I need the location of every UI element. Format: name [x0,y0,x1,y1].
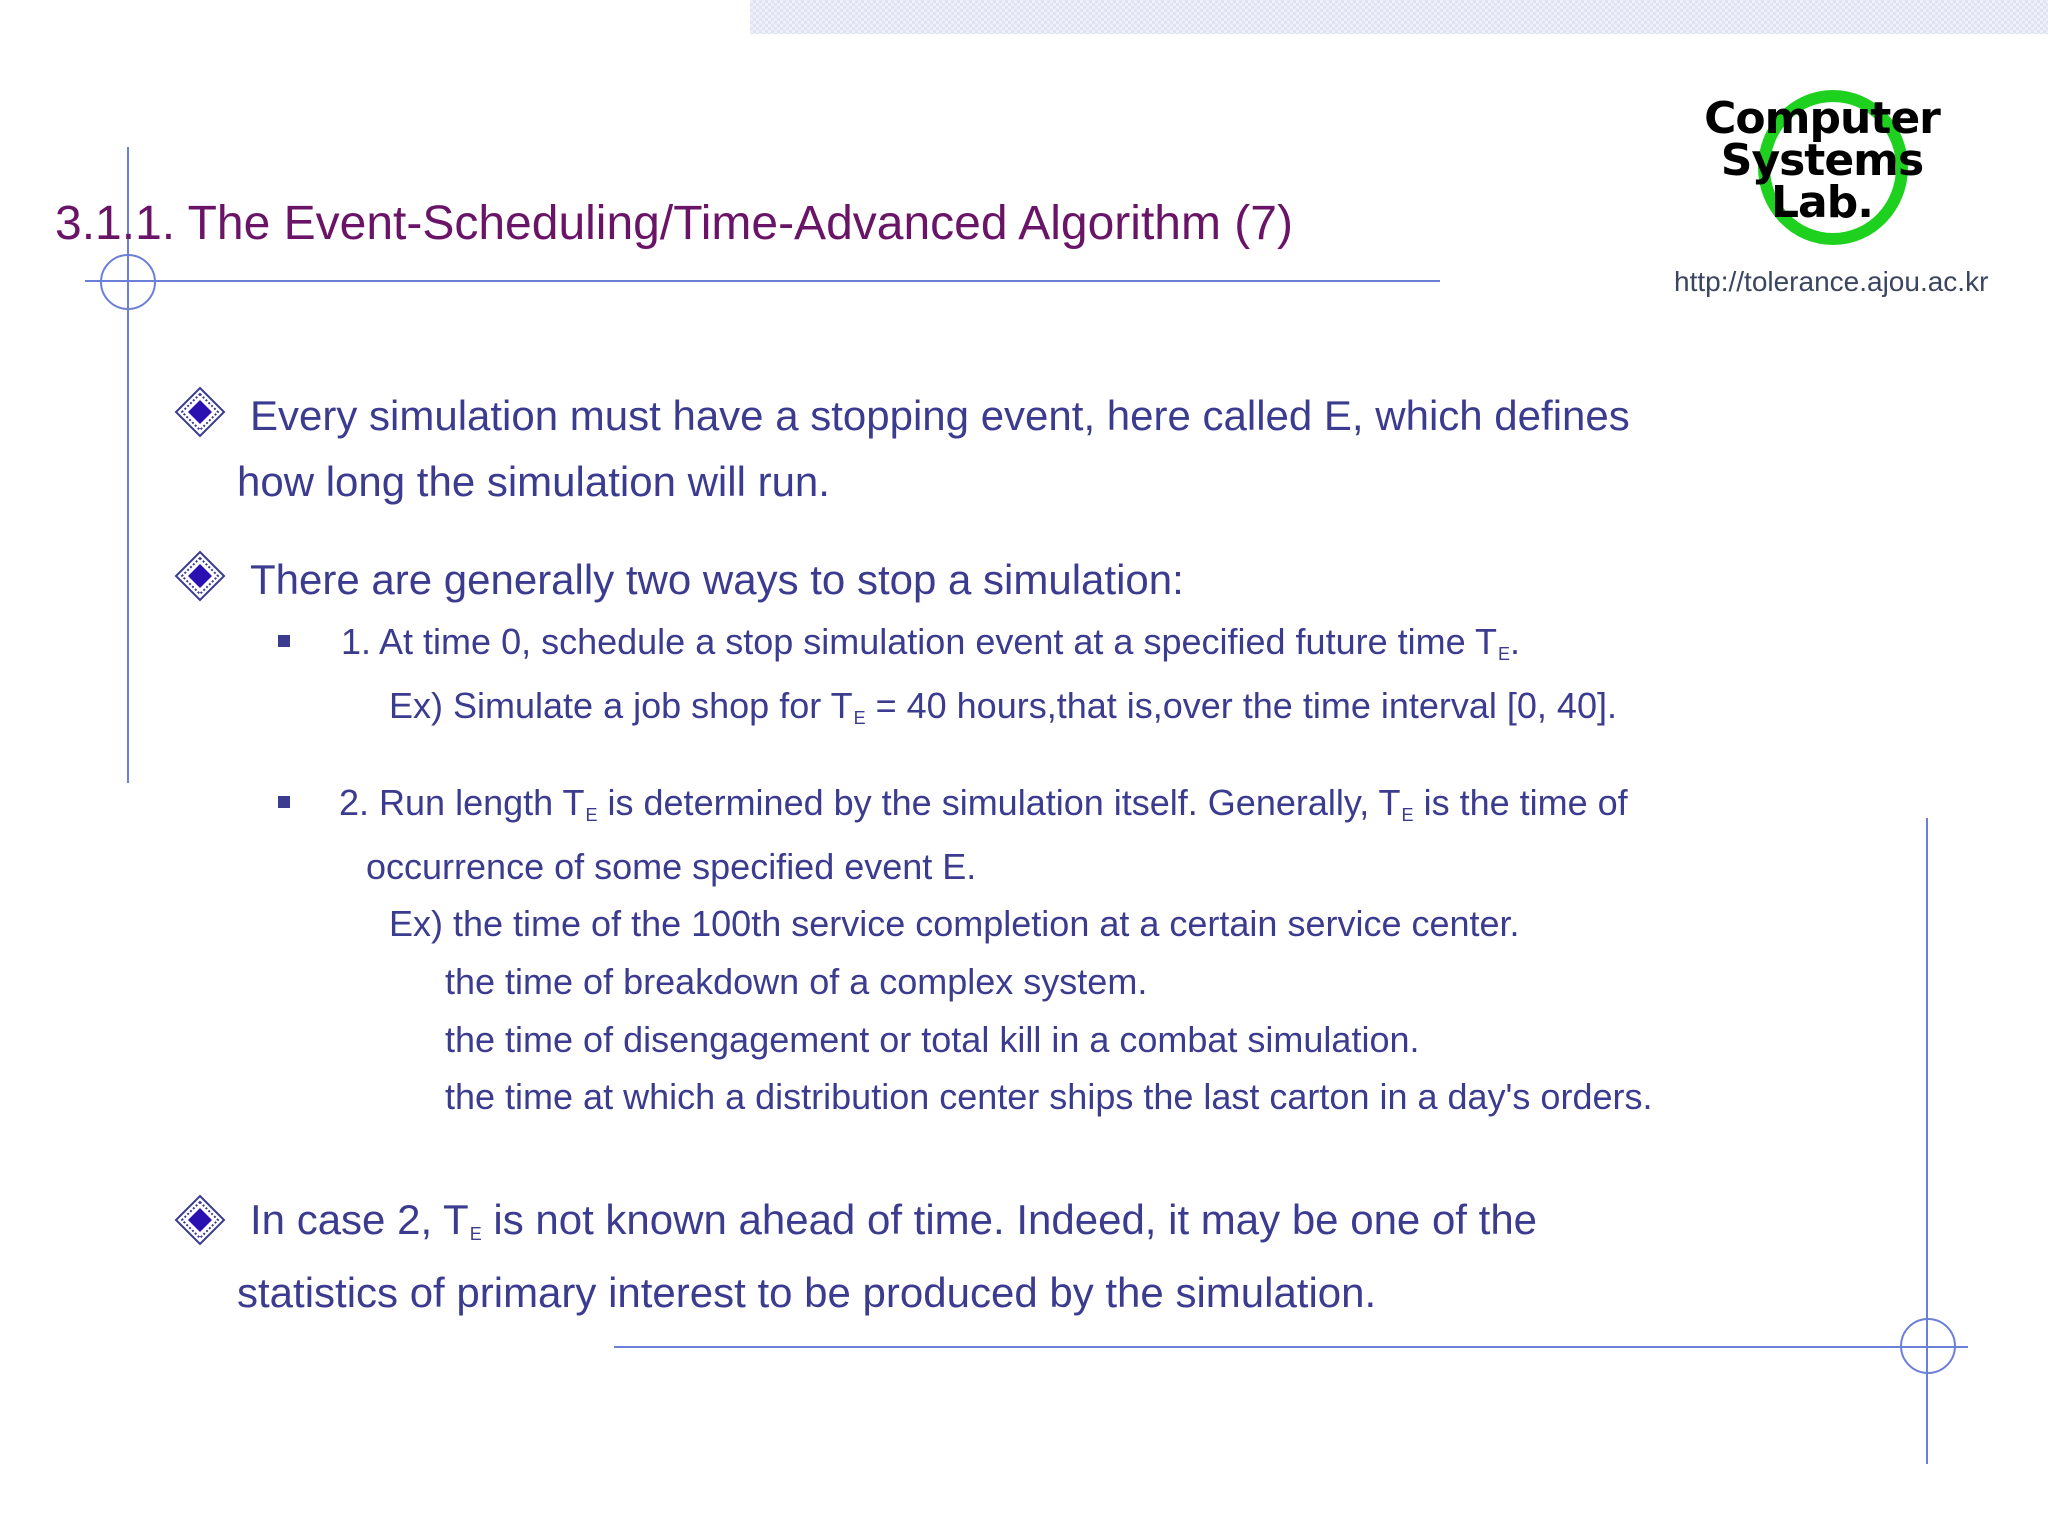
subscript-e: E [853,708,866,728]
diamond-bullet-icon [174,386,226,438]
sub-item-2-example-2: the time of breakdown of a complex system. [445,961,1148,1002]
diamond-bullet-icon [174,550,226,602]
sub-item-1-end: . [1509,621,1520,662]
logo-text [1698,93,1946,228]
sub-item-2-b: is determined by the simulation itself. Generally, T [597,782,1401,823]
top-pattern-band [750,0,2048,34]
subscript-e: E [1401,805,1414,825]
square-bullet-icon [278,796,290,808]
sub-item-1 [341,613,1520,683]
bullet-3-line-1-a: In case 2, T [250,1196,469,1243]
sub-item-2 [339,774,1628,844]
sub-item-2-a: 2. Run length T [339,782,585,823]
sub-item-1-example-a: Ex) Simulate a job shop for T [389,685,853,726]
slide-title: 3.1.1. The Event-Scheduling/Time-Advanced Algorithm (7) [55,197,1293,250]
bullet-3-line-2: statistics of primary interest to be produced by the simulation. [237,1269,1377,1316]
sub-item-2-c: is the time of [1413,782,1628,823]
bullet-1-line-1: Every simulation must have a stopping event, here called E, which defines [250,392,1630,439]
bullet-3-line-1 [250,1187,1537,1267]
sub-item-2-example-3: the time of disengagement or total kill in a combat simulation. [445,1019,1420,1060]
sub-item-1-text: 1. At time 0, schedule a stop simulation event at a specified future time T [341,621,1497,662]
subscript-e: E [585,805,598,825]
sub-item-2-example-4: the time at which a distribution center ships the last carton in a day's orders. [445,1076,1653,1117]
square-bullet-icon [278,635,290,647]
crosshair-circle-top-left [100,254,156,310]
bullet-2-line-1: There are generally two ways to stop a simulation: [250,556,1184,603]
sub-item-1-example [389,677,1617,747]
sub-item-2-example-1: Ex) the time of the 100th service completion at a certain service center. [389,903,1520,944]
bullet-1-line-2: how long the simulation will run. [237,458,830,505]
bullet-3-line-1-b: is not known ahead of time. Indeed, it may be one of the [481,1196,1538,1243]
logo-line-2: Systems [1720,135,1924,186]
title-underline-rule [85,280,1440,282]
sub-item-2-line-2: occurrence of some specified event E. [366,846,977,887]
logo-line-3: Lab. [1771,177,1873,228]
bottom-rule [614,1346,1968,1348]
subscript-e: E [1497,644,1510,664]
crosshair-circle-bottom-right [1900,1318,1956,1374]
logo-line-1: Computer [1704,93,1940,144]
subscript-e: E [469,1224,482,1244]
sub-item-1-example-b: = 40 hours,that is,over the time interval [0, 40]. [865,685,1617,726]
diamond-bullet-icon [174,1194,226,1246]
computer-systems-lab-logo [1698,84,1946,254]
lab-url: http://tolerance.ajou.ac.kr [1674,266,1989,297]
